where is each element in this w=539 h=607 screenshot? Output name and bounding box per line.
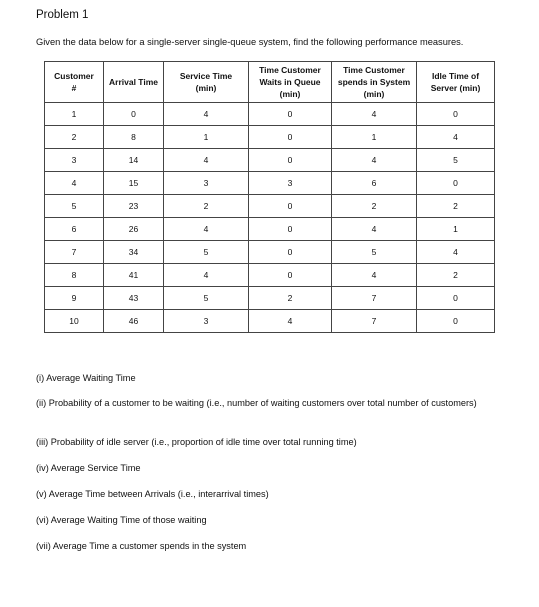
header-time-in-system: Time Customer spends in System (min) (332, 62, 417, 103)
table-cell: 10 (45, 310, 104, 333)
table-cell: 8 (104, 126, 164, 149)
table-cell: 6 (332, 172, 417, 195)
table-cell: 7 (45, 241, 104, 264)
question-vi: (vi) Average Waiting Time of those waiting (36, 515, 207, 525)
table-cell: 2 (164, 195, 249, 218)
question-iii: (iii) Probability of idle server (i.e., proportion of idle time over total running time) (36, 437, 357, 447)
table-cell: 4 (164, 103, 249, 126)
table-cell: 0 (249, 195, 332, 218)
table-row (45, 264, 495, 287)
table-cell: 5 (164, 241, 249, 264)
table-cell: 15 (104, 172, 164, 195)
table-cell: 1 (45, 103, 104, 126)
table-cell: 0 (249, 264, 332, 287)
question-ii: (ii) Probability of a customer to be waiting (i.e., number of waiting customers over total number of customers) (36, 398, 477, 408)
table-cell: 4 (164, 264, 249, 287)
table-cell: 3 (249, 172, 332, 195)
table-cell: 2 (45, 126, 104, 149)
table-cell: 1 (164, 126, 249, 149)
table-cell: 23 (104, 195, 164, 218)
question-v: (v) Average Time between Arrivals (i.e., interarrival times) (36, 489, 269, 499)
question-vii: (vii) Average Time a customer spends in the system (36, 541, 247, 551)
table-cell: 34 (104, 241, 164, 264)
table-row (45, 195, 495, 218)
table-row (45, 149, 495, 172)
table-cell: 4 (45, 172, 104, 195)
table-cell: 4 (332, 103, 417, 126)
table-cell: 7 (332, 287, 417, 310)
table-cell: 0 (417, 287, 495, 310)
problem-intro: Given the data below for a single-server single-queue system, find the following performance measures. (36, 37, 464, 47)
table-cell: 5 (417, 149, 495, 172)
table-row (45, 287, 495, 310)
table-cell: 26 (104, 218, 164, 241)
table-header-row (45, 62, 495, 103)
table-cell: 5 (332, 241, 417, 264)
table-cell: 5 (164, 287, 249, 310)
table-cell: 43 (104, 287, 164, 310)
table-cell: 4 (332, 149, 417, 172)
table-cell: 2 (249, 287, 332, 310)
table-cell: 3 (164, 172, 249, 195)
header-server-idle-time: Idle Time of Server (min) (417, 62, 495, 103)
table-row (45, 241, 495, 264)
table-cell: 9 (45, 287, 104, 310)
data-table (44, 61, 495, 333)
table-cell: 3 (164, 310, 249, 333)
table-cell: 0 (104, 103, 164, 126)
table-cell: 4 (164, 149, 249, 172)
table-cell: 4 (332, 264, 417, 287)
table-cell: 0 (249, 241, 332, 264)
table-row (45, 172, 495, 195)
table-row (45, 218, 495, 241)
table-row (45, 103, 495, 126)
table-cell: 2 (332, 195, 417, 218)
question-i: (i) Average Waiting Time (36, 373, 136, 383)
table-cell: 5 (45, 195, 104, 218)
table-cell: 0 (249, 218, 332, 241)
header-wait-in-queue: Time Customer Waits in Queue (min) (249, 62, 332, 103)
table-cell: 2 (417, 264, 495, 287)
table-cell: 46 (104, 310, 164, 333)
table-cell: 2 (417, 195, 495, 218)
table-cell: 1 (332, 126, 417, 149)
table-cell: 41 (104, 264, 164, 287)
table-cell: 4 (417, 241, 495, 264)
table-row (45, 126, 495, 149)
table-cell: 4 (417, 126, 495, 149)
header-service-time: Service Time (min) (164, 62, 249, 103)
problem-title: Problem 1 (36, 9, 89, 21)
table-cell: 4 (332, 218, 417, 241)
table-cell: 4 (164, 218, 249, 241)
table-cell: 4 (249, 310, 332, 333)
table-cell: 6 (45, 218, 104, 241)
table-cell: 0 (417, 103, 495, 126)
table-cell: 14 (104, 149, 164, 172)
header-arrival-time: Arrival Time (104, 62, 164, 103)
table-cell: 0 (249, 126, 332, 149)
table-row (45, 310, 495, 333)
table-cell: 8 (45, 264, 104, 287)
header-customer: Customer # (45, 62, 104, 103)
table-cell: 0 (417, 172, 495, 195)
table-cell: 0 (249, 149, 332, 172)
table-cell: 0 (417, 310, 495, 333)
table-cell: 7 (332, 310, 417, 333)
table-cell: 3 (45, 149, 104, 172)
table-cell: 0 (249, 103, 332, 126)
table-cell: 1 (417, 218, 495, 241)
question-iv: (iv) Average Service Time (36, 463, 141, 473)
